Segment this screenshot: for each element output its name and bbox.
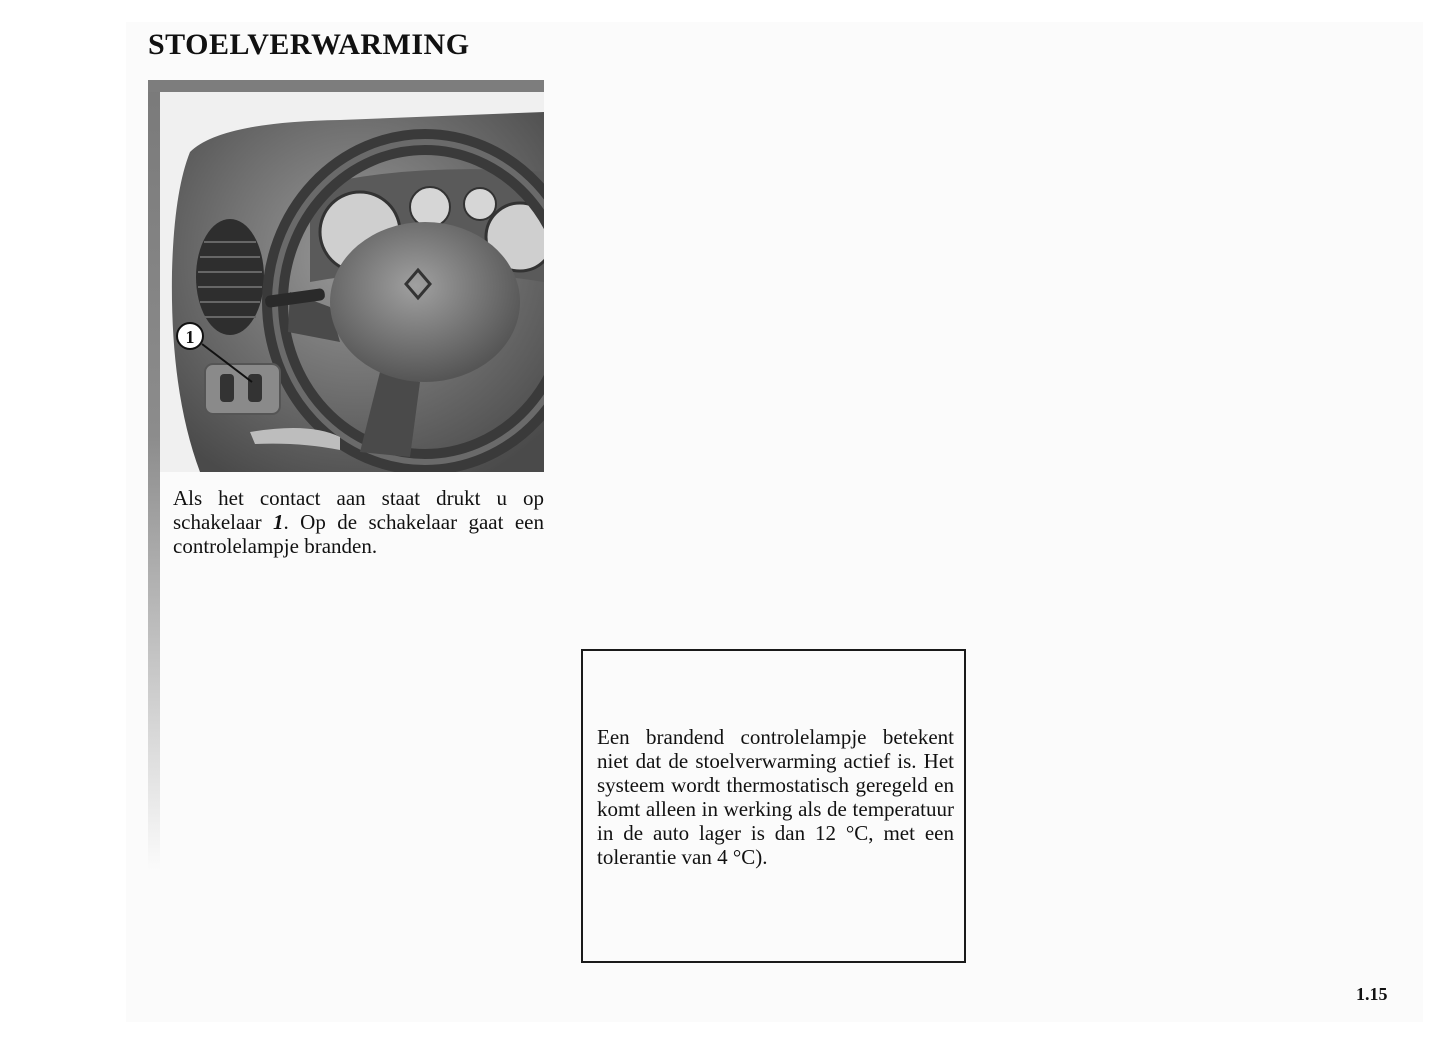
switch-panel <box>205 364 280 414</box>
note-text: Een brandend controlelampje betekent niet dat de stoelverwarming actief is. Het systeem wordt thermostatisch geregeld en komt alleen in werking als de temperatuur in de auto lager is dan 12 °C, met een tolerantie van 4 °C). <box>597 725 954 869</box>
callout-label: 1 <box>185 327 195 347</box>
dashboard-illustration <box>160 92 544 472</box>
seat-heating-switch-icon <box>220 374 234 402</box>
switch-reference: 1 <box>273 510 284 534</box>
temperature-gauge-icon <box>464 188 496 220</box>
fuel-gauge-icon <box>410 187 450 227</box>
section-top-rule <box>148 80 544 92</box>
instruction-text-part2: . Op de schakelaar gaat een controlelampje branden. <box>173 510 544 558</box>
page-title: STOELVERWARMING <box>148 28 470 61</box>
instruction-paragraph <box>173 486 544 558</box>
dashboard-drawing <box>160 92 544 472</box>
section-side-rule <box>148 80 160 870</box>
instruction-text-part1: Als het contact aan staat drukt u op schakelaar <box>173 486 544 534</box>
note-box <box>581 649 966 963</box>
airbag-hub <box>330 222 520 382</box>
page-number: 1.15 <box>1356 984 1388 1004</box>
switch-2-icon <box>248 374 262 402</box>
